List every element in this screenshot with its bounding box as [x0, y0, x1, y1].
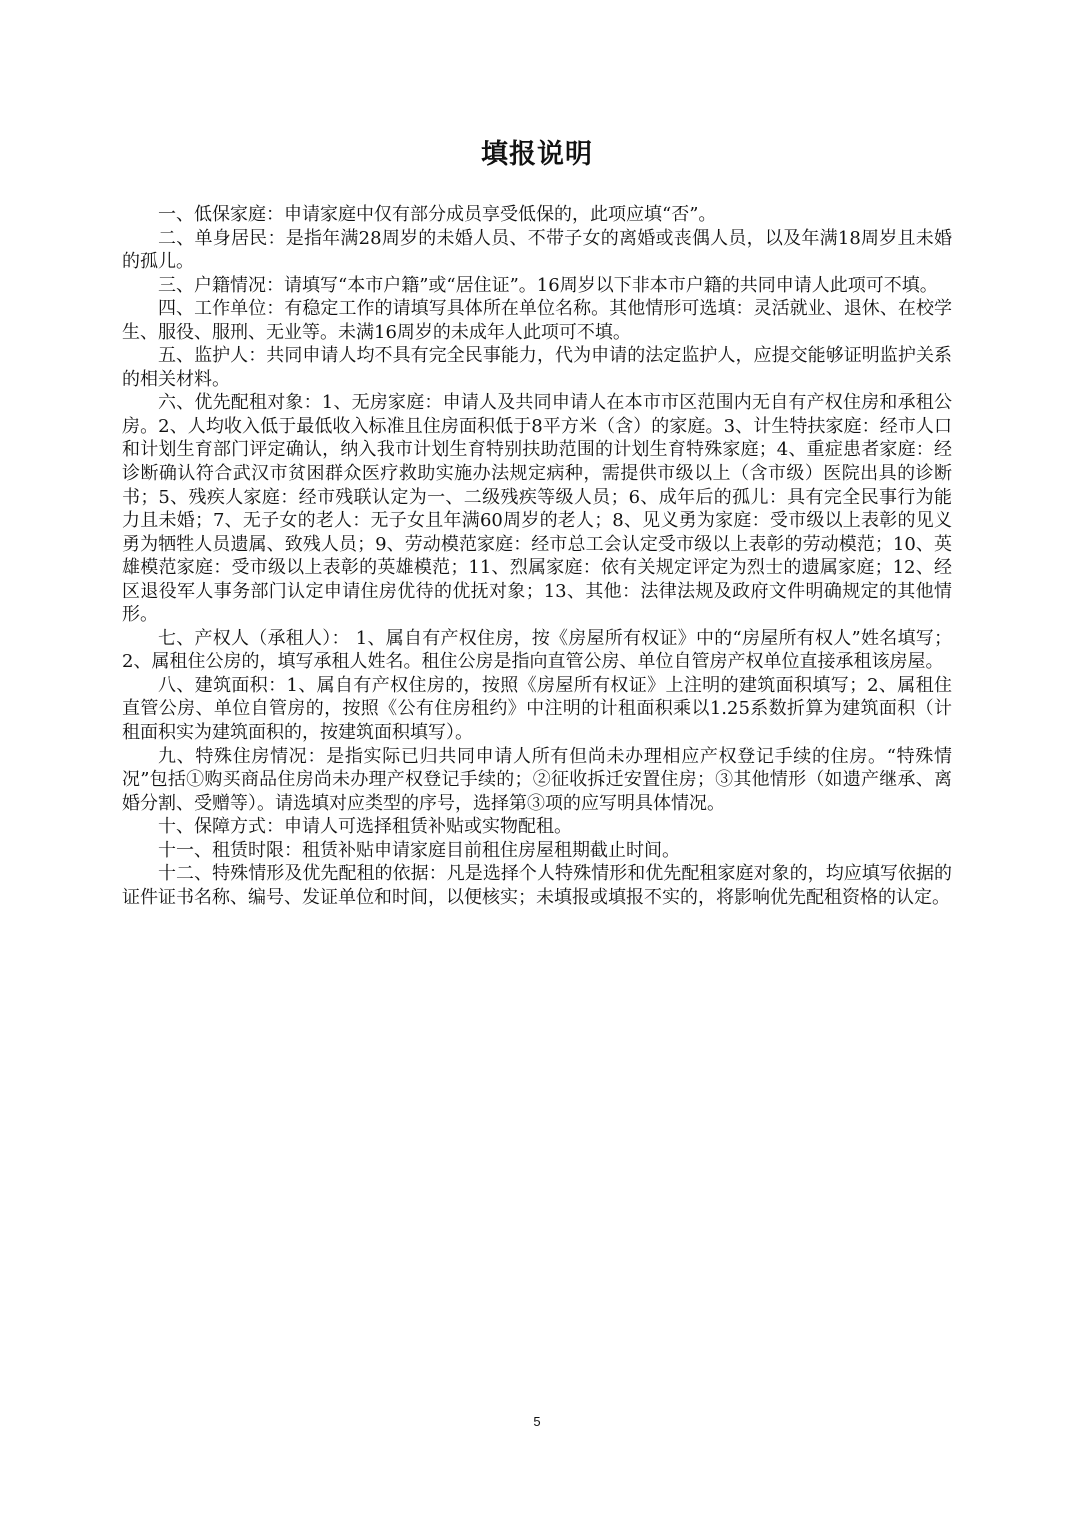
- page-number: 5: [533, 1414, 541, 1429]
- instruction-item-priority-rental: 六、优先配租对象：1、无房家庭：申请人及共同申请人在本市市区范围内无自有产权住房和承租公房。2、人均收入低于最低收入标准且住房面积低于8平方米（含）的家庭。3、计生特扶家庭：经市人口和计划生育部门评定确认，纳入我市计划生育特别扶助范围的计划生育特殊家庭；4、重症患者家庭：经诊断确认符合武汉市贫困群众医疗救助实施办法规定病种，需提供市级以上（含市级）医院出具的诊断书；5、残疾人家庭：经市残联认定为一、二级残疾等级人员；6、成年后的孤儿：具有完全民事行为能力且未婚；7、无子女的老人：无子女且年满60周岁的老人；8、见义勇为家庭：受市级以上表彰的见义勇为牺牲人员遗属、致残人员；9、劳动模范家庭：经市总工会认定受市级以上表彰的劳动模范；10、英雄模范家庭：受市级以上表彰的英雄模范；11、烈属家庭：依有关规定评定为烈士的遗属家庭；12、经区退役军人事务部门认定申请住房优待的优抚对象；13、其他：法律法规及政府文件明确规定的其他情形。: [122, 392, 952, 626]
- instruction-item-low-income: 一、低保家庭：申请家庭中仅有部分成员享受低保的，此项应填“否”。: [158, 204, 717, 225]
- instruction-item-special-housing: 九、特殊住房情况：是指实际已归共同申请人所有但尚未办理相应产权登记手续的住房。“特殊情况”包括①购买商品住房尚未办理产权登记手续的；②征收拆迁安置住房；③其他情形（如遗产继承、离婚分割、受赠等）。请选填对应类型的序号，选择第③项的应写明具体情况。: [122, 745, 952, 814]
- instruction-item-guardian: 五、监护人：共同申请人均不具有完全民事能力，代为申请的法定监护人，应提交能够证明监护关系的相关材料。: [122, 345, 952, 390]
- instruction-item-special-basis: 十二、特殊情形及优先配租的依据：凡是选择个人特殊情形和优先配租家庭对象的，均应填写依据的证件证书名称、编号、发证单位和时间，以便核实；未填报或填报不实的，将影响优先配租资格的认定。: [122, 863, 952, 908]
- instruction-item-building-area: 八、建筑面积：1、属自有产权住房的，按照《房屋所有权证》上注明的建筑面积填写；2、属租住直管公房、单位自管房的，按照《公有住房租约》中注明的计租面积乘以1.25系数折算为建筑面积（计租面积实为建筑面积的，按建筑面积填写）。: [122, 674, 952, 744]
- instruction-item-single-resident: 二、单身居民：是指年满28周岁的未婚人员、不带子女的离婚或丧偶人员，以及年满18周岁且未婚的孤儿。: [122, 227, 952, 273]
- instruction-item-support-method: 十、保障方式：申请人可选择租赁补贴或实物配租。: [158, 816, 572, 838]
- instruction-item-lease-term: 十一、租赁时限：租赁补贴申请家庭目前租住房屋租期截止时间。: [158, 839, 680, 861]
- instruction-item-property-owner: 七、产权人（承租人）： 1、属自有产权住房，按《房屋所有权证》中的“房屋所有权人”姓名填写；2、属租住公房的，填写承租人姓名。租住公房是指向直管公房、单位自管房产权单位直接承租该房屋。: [122, 627, 952, 673]
- page-title: 填报说明: [481, 139, 593, 170]
- instruction-item-household-registration: 三、户籍情况：请填写“本市户籍”或“居住证”。16周岁以下非本市户籍的共同申请人此项可不填。: [158, 274, 938, 296]
- instructions-body: [122, 203, 952, 909]
- instruction-item-employer: 四、工作单位：有稳定工作的请填写具体所在单位名称。其他情形可选填：灵活就业、退休、在校学生、服役、服刑、无业等。未满16周岁的未成年人此项可不填。: [122, 298, 952, 343]
